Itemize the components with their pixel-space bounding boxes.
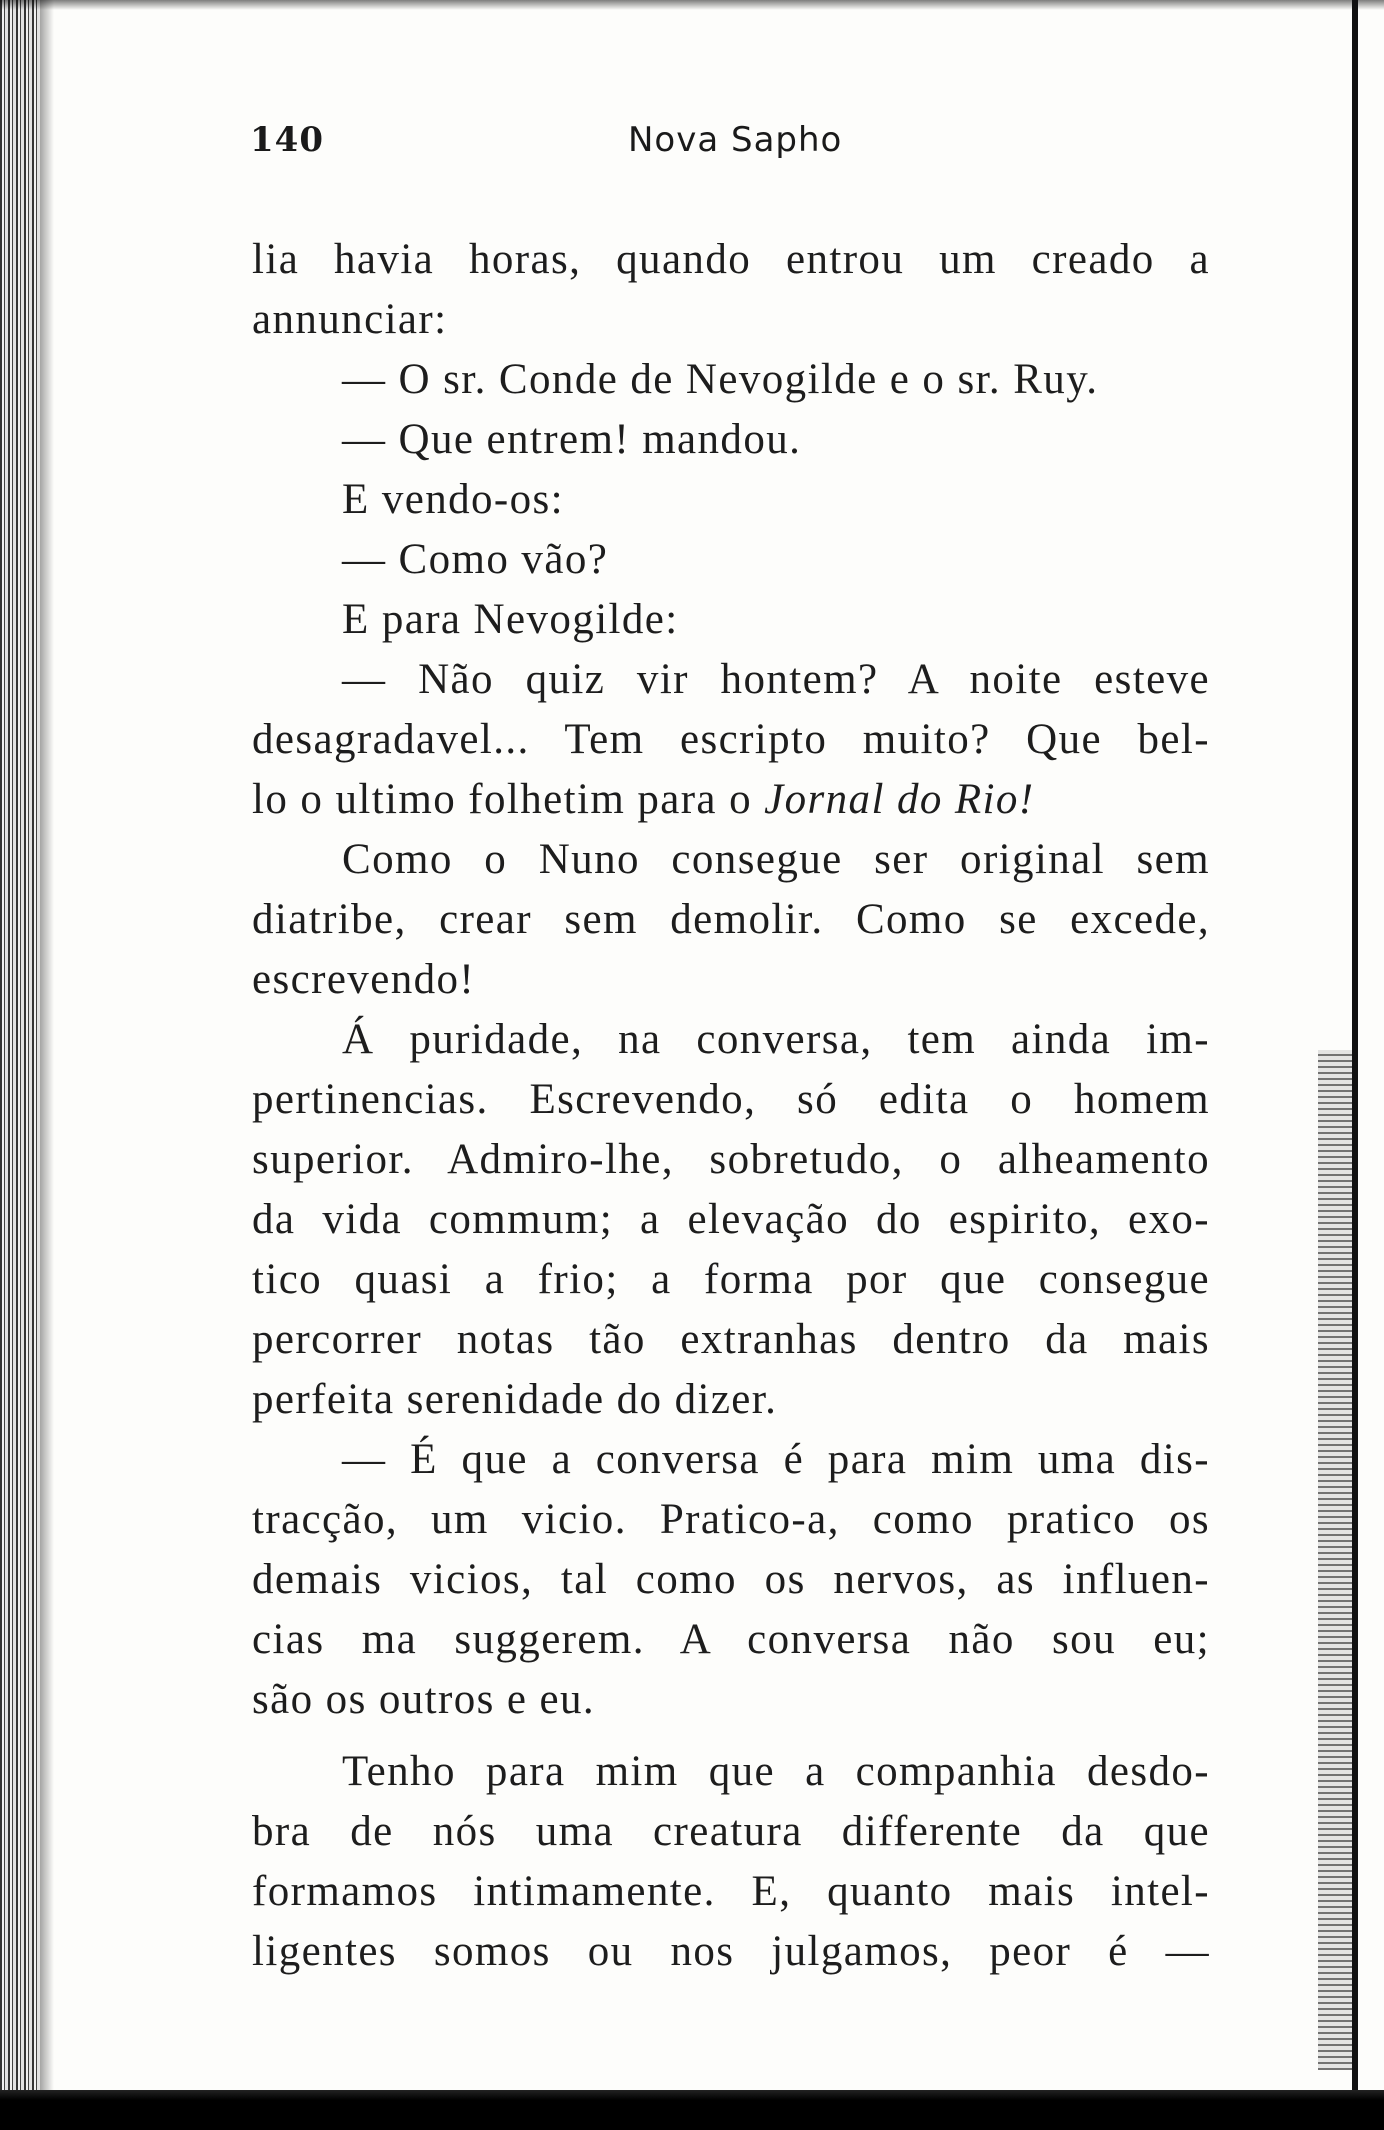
text-line: superior. Admiro-lhe, sobretudo, o alheamento (252, 1136, 1210, 1183)
text-line: — Que entrem! mandou. (342, 416, 802, 463)
text-line: pertinencias. Escrevendo, só edita o homem (252, 1076, 1210, 1123)
text-line: são os outros e eu. (252, 1676, 596, 1723)
body-text (252, 230, 1210, 1982)
text-line: — É que a conversa é para mim uma dis- (342, 1436, 1210, 1483)
text-line: lia havia horas, quando entrou um creado a (252, 236, 1210, 283)
text-line: lo o ultimo folhetim para o (252, 776, 765, 823)
text-line: bra de nós uma creatura differente da que (252, 1808, 1210, 1855)
top-edge-shadow (0, 0, 1384, 10)
text-line: annunciar: (252, 296, 448, 343)
text-line: E vendo-os: (342, 476, 565, 523)
text-line: diatribe, crear sem demolir. Como se excede, (252, 896, 1210, 943)
page-number: 140 (250, 120, 324, 160)
running-title: Nova Sapho (628, 120, 843, 160)
text-line: E para Nevogilde: (342, 596, 679, 643)
text-line: cias ma suggerem. A conversa não sou eu; (252, 1616, 1210, 1663)
text-line: tracção, um vicio. Pratico-a, como pratico os (252, 1496, 1210, 1543)
right-edge-speckle (1318, 1050, 1352, 2070)
book-gutter (0, 0, 40, 2130)
text-line: Tenho para mim que a companhia desdo- (342, 1748, 1210, 1795)
page-bottom-edge (0, 2090, 1384, 2130)
text-line: percorrer notas tão extranhas dentro da mais (252, 1316, 1210, 1363)
text-line: Á puridade, na conversa, tem ainda im- (342, 1016, 1210, 1063)
gutter-shadow (40, 0, 54, 2130)
newspaper-title: Jornal do Rio! (764, 776, 1035, 823)
text-line: demais vicios, tal como os nervos, as influen- (252, 1556, 1210, 1603)
text-line: — O sr. Conde de Nevogilde e o sr. Ruy. (342, 356, 1099, 403)
text-line: desagradavel... Tem escripto muito? Que bel- (252, 716, 1210, 763)
text-line: da vida commum; a elevação do espirito, exo- (252, 1196, 1210, 1243)
text-line: Como o Nuno consegue ser original sem (342, 836, 1210, 883)
text-line: — Não quiz vir hontem? A noite esteve (342, 656, 1210, 703)
text-line: formamos intimamente. E, quanto mais intel- (252, 1868, 1210, 1915)
text-line: perfeita serenidade do dizer. (252, 1376, 778, 1423)
page-right-edge (1352, 0, 1358, 2095)
text-line: tico quasi a frio; a forma por que consegue (252, 1256, 1210, 1303)
page-header (250, 120, 1210, 180)
text-line: ligentes somos ou nos julgamos, peor é — (252, 1928, 1210, 1975)
text-line: — Como vão? (342, 536, 609, 583)
text-line-with-italic (252, 770, 1210, 830)
text-line: escrevendo! (252, 956, 476, 1003)
